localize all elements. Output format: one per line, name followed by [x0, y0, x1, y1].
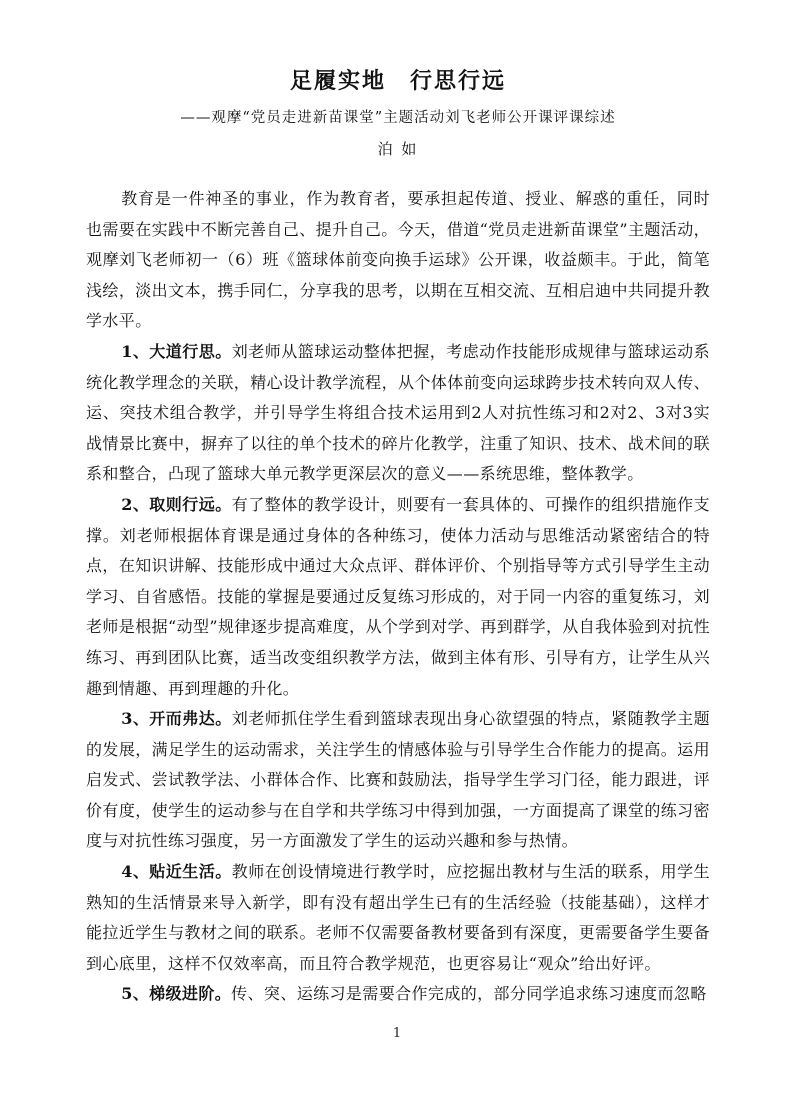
page-number: 1 [392, 1026, 402, 1041]
paragraph-text: 教育是一件神圣的事业，作为教育者，要承担起传道、授业、解惑的重任，同时也需要在实践中不断完善自己、提升自己。今天，借道“党员走进新苗课堂”主题活动，观摩刘飞老师初一（6）班《篮球体前变向换手运球》公开课，收益颇丰。于此，简笔浅绘，淡出文本，携手同仁，分享我的思考，以期在互相交流、互相启迪中共同提升教学水平。 [86, 189, 710, 331]
paragraph-text: 有了整体的教学设计，则要有一套具体的、可操作的组织措施作支撑。刘老师根据体育课是通过身体的各种练习，使体力活动与思维活动紧密结合的特点，在知识讲解、技能形成中通过大众点评、群体评价、个别指导等方式引导学生主动学习、自省感悟。技能的掌握是要通过反复练习形成的，对于同一内容的重复练习，刘老师是根据“动型”规律逐步提高难度，从个学到对学、再到群学，从自我体验到对抗性练习、再到团队比赛，适当改变组织教学方法，做到主体有形、引导有方，让学生从兴趣到情趣、再到理趣的升化。 [86, 494, 710, 698]
paragraph [86, 704, 710, 857]
paragraph [86, 857, 710, 979]
paragraph-heading: 5、梯级进阶。 [121, 984, 232, 1004]
document-subtitle: ——观摩“党员走进新苗课堂”主题活动刘飞老师公开课评课综述 [180, 110, 616, 126]
paragraph [86, 337, 710, 490]
paragraph-text: 传、突、运练习是需要合作完成的，部分同学追求练习速度而忽略 [231, 984, 707, 1004]
paragraph [86, 490, 710, 704]
paragraph-heading: 2、取则行远。 [121, 494, 232, 514]
document-author: 泊 如 [377, 140, 419, 158]
paragraph-text: 刘老师从篮球运动整体把握，考虑动作技能形成规律与篮球运动系统化教学理念的关联，精心设计教学流程，从个体体前变向运球跨步技术转向双人传、运、突技术组合教学，并引导学生将组合技术运用到2人对抗性练习和2对2、3对3实战情景比赛中，摒弃了以往的单个技术的碎片化教学，注重了知识、技术、战术间的联系和整合，凸现了篮球大单元教学更深层次的意义——系统思维，整体教学。 [86, 341, 710, 484]
paragraph-text: 刘老师抓住学生看到篮球表现出身心欲望强的特点，紧随教学主题的发展，满足学生的运动需求，关注学生的情感体验与引导学生合作能力的提高。运用启发式、尝试教学法、小群体合作、比赛和鼓励法，指导学生学习门径，能力跟进，评价有度，使学生的运动参与在自学和共学练习中得到加强，一方面提高了课堂的练习密度与对抗性练习强度，另一方面激发了学生的运动兴趣和参与热情。 [86, 709, 710, 851]
paragraph-heading: 1、大道行思。 [121, 341, 232, 361]
paragraph-text: 教师在创设情境进行教学时，应挖掘出教材与生活的联系，用学生熟知的生活情景来导入新学，即有没有超出学生已有的生活经验（技能基础），这样才能拉近学生与教材之间的联系。老师不仅需要备教材要备到有深度，更需要备学生要备到心底里，这样不仅效率高，而且符合教学规范，也更容易让“观众”给出好评。 [86, 862, 710, 973]
paragraph [86, 979, 710, 1010]
paragraph-heading: 4、贴近生活。 [121, 862, 232, 882]
document-body [86, 184, 710, 1010]
document-title: 足履实地 行思行远 [289, 68, 506, 94]
paragraph [86, 184, 710, 337]
paragraph-heading: 3、开而弗达。 [121, 709, 232, 729]
